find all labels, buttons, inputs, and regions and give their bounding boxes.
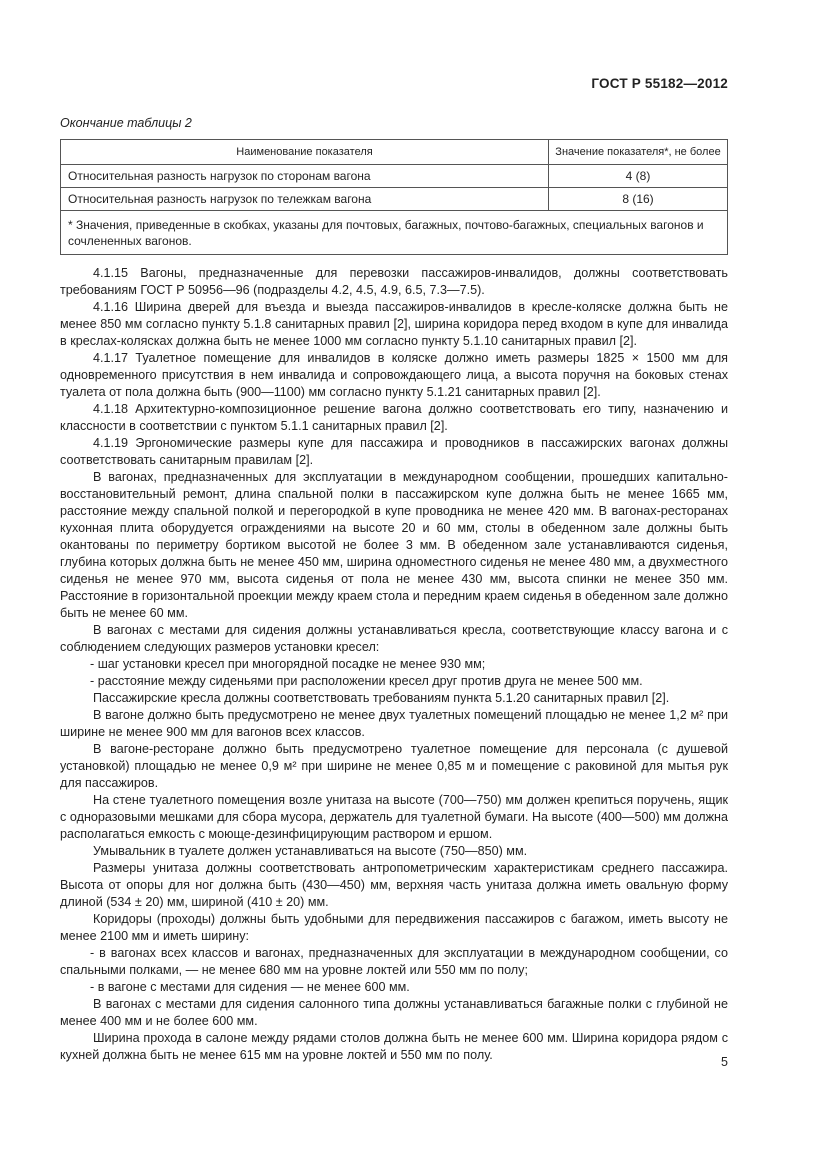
paragraph-4-1-17: 4.1.17 Туалетное помещение для инвалидов в коляске должно иметь размеры 1825 × 1500 мм для одновременного присутствия в нем инвалида и сопровождающего лица, а высота поручня на боковых стенах туалета от пола должна быть (900—1100) мм согласно пункту 5.1.21 санитарных правил [2].	[60, 351, 728, 399]
table-row	[61, 188, 728, 211]
page-number: 5	[721, 1055, 728, 1069]
list-item: - в вагонах всех классов и вагонах, предназначенных для эксплуатации в международном сообщении, со спальными полками, — не менее 680 мм на уровне локтей или 550 мм по полу;	[60, 946, 728, 977]
paragraph: В вагонах с местами для сидения салонного типа должны устанавливаться багажные полки с глубиной не менее 400 мм и не более 600 мм.	[60, 997, 728, 1028]
table-row	[61, 165, 728, 188]
column-header-value: Значение показателя*, не более	[549, 140, 728, 165]
paragraph: На стене туалетного помещения возле унитаза на высоте (700—750) мм должен крепиться поручень, ящик с одноразовыми мешками для сбора мусора, держатель для туалетной бумаги. На высоте (400—500) мм должна располагаться емкость с моюще-дезинфицирующим раствором и ершом.	[60, 793, 728, 841]
paragraph: В вагонах с местами для сидения должны устанавливаться кресла, соответствующие классу вагона и с соблюдением следующих размеров установки кресел:	[60, 623, 728, 654]
paragraph: Ширина прохода в салоне между рядами столов должна быть не менее 600 мм. Ширина коридора рядом с кухней должна быть не менее 615 мм на уровне локтей и 550 мм по полу.	[60, 1031, 728, 1062]
paragraph: Умывальник в туалете должен устанавливаться на высоте (750—850) мм.	[93, 844, 528, 858]
paragraph-4-1-19: 4.1.19 Эргономические размеры купе для пассажира и проводников в пассажирских вагонах должны соответствовать санитарным правилам [2].	[60, 436, 728, 467]
table-caption: Окончание таблицы 2	[60, 116, 192, 130]
paragraph: Коридоры (проходы) должны быть удобными для передвижения пассажиров с багажом, иметь высоту не менее 2100 мм и иметь ширину:	[60, 912, 728, 943]
paragraph-4-1-15: 4.1.15 Вагоны, предназначенные для перевозки пассажиров-инвалидов, должны соответствовать требованиям ГОСТ Р 50956—96 (подразделы 4.2, 4.5, 4.9, 6.5, 7.3—7.5).	[60, 266, 728, 297]
list-item: - в вагоне с местами для сидения — не менее 600 мм.	[90, 980, 410, 994]
paragraph: Размеры унитаза должны соответствовать антропометрическим характеристикам среднего пассажира. Высота от опоры для ног должна быть (430—450) мм, верхняя часть унитаза должна иметь овальную форму длиной (534 ± 20) мм, шириной (410 ± 20) мм.	[60, 861, 728, 909]
document-body	[60, 265, 728, 1064]
table-cell-value: 8 (16)	[549, 188, 728, 211]
table-footnote-row	[61, 211, 728, 255]
paragraph-4-1-16: 4.1.16 Ширина дверей для въезда и выезда пассажиров-инвалидов в кресле-коляске должна быть не менее 850 мм согласно пункту 5.1.8 санитарных правил [2], ширина коридора перед входом в купе для инвалида в креслах-колясках должна быть не менее 1000 мм согласно пункту 5.1.10 санитарных правил [2].	[60, 300, 728, 348]
paragraph: В вагонах, предназначенных для эксплуатации в международном сообщении, прошедших капитально-восстановительный ремонт, длина спальной полки в пассажирском купе должна быть не менее 1665 мм, расстояние между спальной полкой и перегородкой в купе проводника не менее 420 мм. В вагонах-ресторанах кухонная плита оборудуется ограждениями на высоте 20 и 60 мм, столы в обеденном зале должны быть окантованы по периметру бортиком высотой не более 3 мм. В обеденном зале устанавливаются сиденья, глубина которых должна быть не менее 450 мм, ширина одноместного сиденья не менее 480 мм, а двухместного сиденья не менее 970 мм, высота сиденья от пола не менее 430 мм, высота спинки не менее 350 мм. Расстояние в горизонтальной проекции между краем стола и передним краем сиденья в обеденном зале должно быть не менее 60 мм.	[60, 470, 728, 620]
column-header-name: Наименование показателя	[61, 140, 549, 165]
table-cell-name: Относительная разность нагрузок по сторонам вагона	[61, 165, 549, 188]
paragraph-4-1-18: 4.1.18 Архитектурно-композиционное решение вагона должно соответствовать его типу, назначению и классности в соответствии с пунктом 5.1.1 санитарных правил [2].	[60, 402, 728, 433]
list-item: - шаг установки кресел при многорядной посадке не менее 930 мм;	[90, 657, 486, 671]
indicator-table	[60, 139, 728, 255]
paragraph: В вагоне-ресторане должно быть предусмотрено туалетное помещение для персонала (с душевой установкой) площадью не менее 0,9 м² при ширине не менее 0,85 м и помещение с раковиной для мытья рук для пассажиров.	[60, 742, 728, 790]
table-header-row	[61, 140, 728, 165]
table-cell-name: Относительная разность нагрузок по тележкам вагона	[61, 188, 549, 211]
paragraph: В вагоне должно быть предусмотрено не менее двух туалетных помещений площадью не менее 1,2 м² при ширине не менее 900 мм для вагонов всех классов.	[60, 708, 728, 739]
table-cell-value: 4 (8)	[549, 165, 728, 188]
list-item: - расстояние между сиденьями при расположении кресел друг против друга не менее 500 мм.	[90, 674, 643, 688]
document-code: ГОСТ Р 55182—2012	[591, 76, 728, 91]
table-footnote: * Значения, приведенные в скобках, указаны для почтовых, багажных, почтово-багажных, специальных вагонов и сочлененных вагонов.	[61, 211, 728, 255]
paragraph: Пассажирские кресла должны соответствовать требованиям пункта 5.1.20 санитарных правил [2].	[93, 691, 670, 705]
